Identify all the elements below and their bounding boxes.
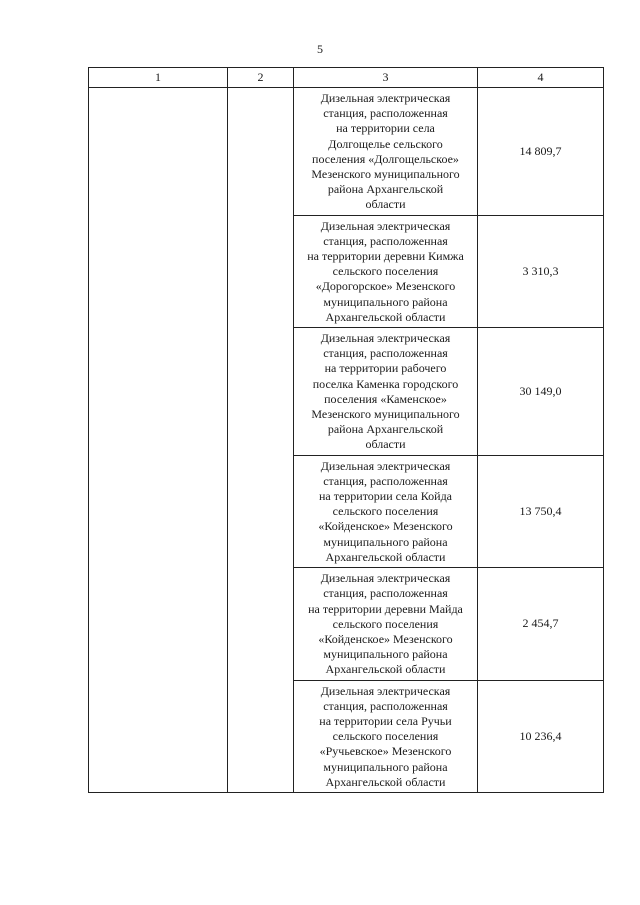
description-line: станция, расположенная: [323, 586, 448, 601]
description-line: «Койденское» Мезенского: [318, 519, 453, 534]
station-value: 14 809,7: [478, 88, 604, 216]
description-line: Мезенского муниципального: [311, 167, 460, 182]
description-line: на территории села Койда: [318, 489, 453, 504]
description-line: сельского поселения: [332, 616, 439, 631]
description-line: Архангельской области: [325, 774, 446, 789]
description-line: на территории деревни Майда: [308, 601, 463, 616]
description-line: муниципального района: [323, 759, 448, 774]
description-line: Долгощелье сельского: [328, 136, 443, 151]
description-line: сельского поселения: [332, 504, 439, 519]
description-line: «Ручьевское» Мезенского: [319, 744, 452, 759]
description-line: на территории села Ручьи: [319, 713, 452, 728]
description-line: муниципального района: [323, 294, 448, 309]
description-line: станция, расположенная: [323, 233, 448, 248]
description-line: станция, расположенная: [323, 473, 448, 488]
station-description: [294, 88, 478, 216]
column-header-3: 3: [294, 68, 478, 88]
description-line: «Дорогорское» Мезенского: [315, 279, 456, 294]
column-header-1: 1: [89, 68, 228, 88]
description-line: поселения «Каменское»: [324, 391, 447, 406]
column-header-4: 4: [478, 68, 604, 88]
description-line: станция, расположенная: [323, 346, 448, 361]
description-line: станция, расположенная: [323, 698, 448, 713]
description-line: станция, расположенная: [323, 106, 448, 121]
description-line: муниципального района: [323, 647, 448, 662]
description-line: Мезенского муниципального: [311, 407, 460, 422]
page-number: 5: [317, 42, 323, 56]
table-header-row: [89, 68, 604, 88]
station-description: [294, 680, 478, 792]
document-table: [88, 67, 604, 793]
description-line: сельского поселения: [332, 264, 439, 279]
column-header-2: 2: [228, 68, 294, 88]
description-line: муниципального района: [323, 534, 448, 549]
description-line: Дизельная электрическая: [320, 458, 451, 473]
table-row: [89, 88, 604, 216]
description-line: района Архангельской: [327, 422, 444, 437]
description-line: Дизельная электрическая: [320, 218, 451, 233]
station-description: [294, 455, 478, 567]
column-2-cell: [228, 88, 294, 793]
description-line: Дизельная электрическая: [320, 331, 451, 346]
description-line: «Койденское» Мезенского: [318, 631, 453, 646]
station-description: [294, 568, 478, 680]
station-description: [294, 215, 478, 327]
description-line: Дизельная электрическая: [320, 91, 451, 105]
column-1-cell: [89, 88, 228, 793]
description-line: поселения «Долгощельское»: [312, 151, 459, 166]
description-line: на территории деревни Кимжа: [307, 249, 464, 264]
station-value: 13 750,4: [478, 455, 604, 567]
description-line: поселка Каменка городского: [312, 376, 459, 391]
station-value: 2 454,7: [478, 568, 604, 680]
station-description: [294, 328, 478, 456]
description-line: области: [365, 197, 406, 212]
description-line: Архангельской области: [325, 549, 446, 564]
description-line: на территории рабочего: [324, 361, 447, 376]
description-line: района Архангельской: [327, 182, 444, 197]
description-line: Дизельная электрическая: [320, 683, 451, 698]
description-line: области: [365, 437, 406, 452]
station-value: 3 310,3: [478, 215, 604, 327]
description-line: Архангельской области: [325, 309, 446, 324]
station-value: 30 149,0: [478, 328, 604, 456]
description-line: на территории села: [336, 121, 435, 136]
description-line: Дизельная электрическая: [320, 571, 451, 586]
description-line: Архангельской области: [325, 662, 446, 677]
station-value: 10 236,4: [478, 680, 604, 792]
description-line: сельского поселения: [332, 729, 439, 744]
